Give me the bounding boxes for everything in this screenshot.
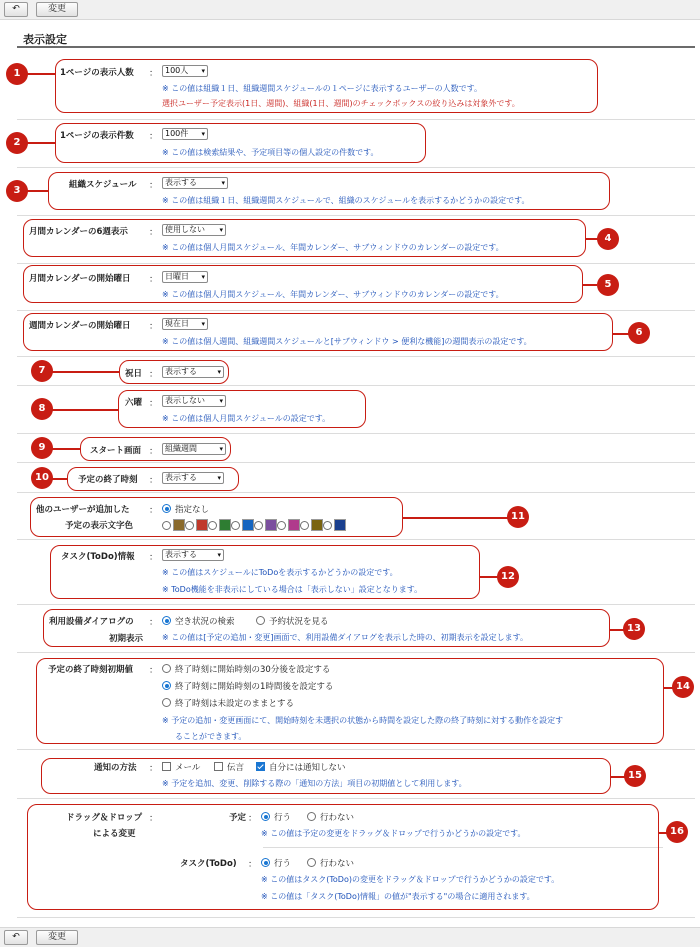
- callout-badge-16: 16: [666, 821, 688, 843]
- monthly-start-day-label: 月間カレンダーの開始曜日: [29, 274, 131, 284]
- colon: ：: [149, 370, 159, 380]
- row-divider: [17, 462, 695, 463]
- facility-vacancy-label: 空き状況の検索: [175, 617, 235, 627]
- end-30min-label: 終了時刻に開始時刻の30分後を設定する: [175, 665, 331, 675]
- end-time-default-label: 予定の終了時刻初期値: [48, 665, 134, 675]
- row-divider: [17, 263, 695, 264]
- chevron-down-icon: ▾: [217, 368, 221, 376]
- todo-label: タスク(ToDo)情報: [61, 552, 135, 562]
- colon: ：: [149, 553, 159, 563]
- chevron-down-icon: ▾: [201, 320, 205, 328]
- callout-badge-3: 3: [6, 180, 28, 202]
- callout-badge-9: 9: [31, 437, 53, 459]
- end-time-default-note: ※ 予定の追加・変更画面にて、開始時刻を未選択の状態から時間を設定した際の終了時刻に対する動作を設定す: [162, 716, 564, 725]
- dnd-todo-no-label: 行わない: [320, 859, 355, 869]
- colon: ：: [149, 666, 159, 676]
- callout-frame-8: [118, 390, 366, 428]
- monthly-six-weeks-note: ※ この値は個人月間スケジュール、年間カレンダー、サブウィンドウのカレンダーの設定です。: [162, 243, 504, 252]
- select-value: 表示する: [165, 178, 197, 187]
- notify-label: 通知の方法: [94, 763, 137, 773]
- facility-dialog-label: 利用設備ダイアログの: [49, 617, 134, 627]
- callout-connector: [403, 517, 508, 519]
- weekly-start-day-label: 週間カレンダーの開始曜日: [29, 321, 131, 331]
- notify-note: ※ 予定を追加、変更、削除する際の「通知の方法」項目の初期値として利用します。: [162, 779, 467, 788]
- rokuyo-note: ※ この値は個人月間スケジュールの設定です。: [162, 414, 331, 423]
- end-time-default-note-2: ることができます。: [175, 732, 247, 741]
- monthly-start-day-note: ※ この値は個人月間スケジュール、年間カレンダー、サブウィンドウのカレンダーの設定です。: [162, 290, 504, 299]
- colon: ：: [149, 228, 159, 238]
- callout-badge-6: 6: [628, 322, 650, 344]
- chevron-down-icon: ▾: [217, 474, 221, 482]
- row-divider: [17, 167, 695, 168]
- row-divider: [17, 749, 695, 750]
- colon: ：: [149, 69, 159, 79]
- callout-connector: [583, 284, 597, 286]
- top-toolbar: [0, 0, 700, 20]
- rokuyo-label: 六曜: [125, 398, 143, 408]
- callout-connector: [52, 409, 118, 411]
- callout-connector: [613, 333, 629, 335]
- callout-connector: [52, 448, 80, 450]
- change-button-bottom[interactable]: 変更: [36, 930, 78, 945]
- select-value: 表示しない: [165, 396, 205, 405]
- callout-badge-12: 12: [497, 566, 519, 588]
- bottom-toolbar: [0, 927, 700, 947]
- callout-badge-15: 15: [624, 765, 646, 787]
- back-arrow-icon: ↶: [12, 4, 20, 14]
- colon: ：: [248, 814, 258, 824]
- callout-badge-5: 5: [597, 274, 619, 296]
- chevron-down-icon: ▾: [201, 67, 205, 75]
- display-items-note: ※ この値は検索結果や、予定項目等の個人設定の件数です。: [162, 148, 379, 157]
- callout-frame-15: [41, 758, 611, 794]
- colon: ：: [149, 447, 159, 457]
- weekly-start-day-note: ※ この値は個人週間、組織週間スケジュールと[サブウィンドウ > 便利な機能]の週間表示の設定です。: [162, 337, 532, 346]
- callout-badge-11: 11: [507, 506, 529, 528]
- org-schedule-label: 組織スケジュール: [69, 180, 137, 190]
- callout-frame-14: [36, 658, 664, 744]
- todo-note-2: ※ ToDo機能を非表示にしている場合は「表示しない」設定となります。: [162, 585, 423, 594]
- row-divider: [17, 215, 695, 216]
- change-button[interactable]: 変更: [36, 2, 78, 17]
- callout-connector: [26, 142, 55, 144]
- end-unset-label: 終了時刻は未設定のままとする: [175, 699, 295, 709]
- added-color-label: 他のユーザーが追加した: [36, 505, 130, 515]
- dnd-label-2: による変更: [93, 829, 136, 839]
- callout-badge-13: 13: [623, 618, 645, 640]
- row-divider: [17, 798, 695, 799]
- callout-badge-14: 14: [672, 676, 694, 698]
- notify-mail-label: メール: [175, 763, 201, 773]
- callout-frame-4: [23, 219, 586, 257]
- display-users-note-red: 選択ユーザー予定表示(1日、週間)、組織(1日、週間)のチェックボックスの絞り込みは対象外です。: [162, 99, 520, 108]
- title-divider: [17, 46, 695, 48]
- callout-frame-11: [30, 497, 403, 537]
- colon: ：: [149, 399, 159, 409]
- dnd-todo-yes-label: 行う: [274, 859, 292, 869]
- callout-frame-1: [55, 59, 598, 113]
- row-divider: [17, 492, 695, 493]
- callout-frame-6: [23, 313, 613, 351]
- display-users-label: 1ページの表示人数: [60, 68, 134, 78]
- monthly-six-weeks-label: 月間カレンダーの6週表示: [29, 227, 128, 237]
- page-title: 表示設定: [23, 33, 67, 46]
- notify-dengon-label: 伝言: [227, 763, 245, 773]
- callout-frame-9: [80, 437, 231, 461]
- facility-dialog-note: ※ この値は[予定の追加・変更]画面で、利用設備ダイアログを表示した時の、初期表示を設定します。: [162, 633, 528, 642]
- callout-frame-12: [50, 545, 480, 599]
- select-value: 使用しない: [165, 225, 205, 234]
- callout-connector: [611, 776, 625, 778]
- start-screen-label: スタート画面: [90, 446, 142, 456]
- back-button-bottom[interactable]: [4, 930, 28, 945]
- row-divider: [17, 385, 695, 386]
- chevron-down-icon: ▾: [217, 551, 221, 559]
- back-arrow-icon: ↶: [12, 932, 20, 942]
- select-value: 表示する: [165, 367, 197, 376]
- callout-connector: [480, 576, 498, 578]
- callout-frame-10: [67, 467, 239, 491]
- callout-connector: [26, 190, 48, 192]
- select-value: 表示する: [165, 473, 197, 482]
- dnd-label: ドラッグ＆ドロップ: [66, 813, 143, 823]
- row-divider: [17, 310, 695, 311]
- org-schedule-note: ※ この値は組織１日、組織週間スケジュールで、組織のスケジュールを表示するかどうかの設定です。: [162, 196, 530, 205]
- end-1hour-label: 終了時刻に開始時刻の1時間後を設定する: [175, 682, 334, 692]
- row-divider: [17, 539, 695, 540]
- callout-badge-1: 1: [6, 63, 28, 85]
- back-button[interactable]: [4, 2, 28, 17]
- chevron-down-icon: ▾: [201, 130, 205, 138]
- colon: ：: [149, 132, 159, 142]
- callout-connector: [26, 73, 55, 75]
- colon: ：: [248, 860, 258, 870]
- colon: ：: [149, 181, 159, 191]
- select-value: 表示する: [165, 550, 197, 559]
- chevron-down-icon: ▾: [219, 397, 223, 405]
- todo-note: ※ この値はスケジュールにToDoを表示するかどうかの設定です。: [162, 568, 398, 577]
- colon: ：: [149, 814, 159, 824]
- color-none-label: 指定なし: [175, 505, 210, 515]
- colon: ：: [149, 322, 159, 332]
- colon: ：: [149, 764, 159, 774]
- callout-badge-2: 2: [6, 132, 28, 154]
- colon: ：: [149, 506, 159, 516]
- callout-frame-5: [23, 265, 583, 303]
- end-time-label: 予定の終了時刻: [78, 475, 138, 485]
- chevron-down-icon: ▾: [219, 226, 223, 234]
- callout-frame-16: [27, 804, 659, 910]
- dnd-schedule-no-label: 行わない: [320, 813, 355, 823]
- dnd-schedule-note: ※ この値は予定の変更をドラッグ＆ドロップで行うかどうかの設定です。: [261, 829, 526, 838]
- select-value: 現在日: [165, 319, 189, 328]
- select-value: 100件: [165, 129, 189, 138]
- row-divider: [17, 356, 695, 357]
- row-divider: [17, 433, 695, 434]
- chevron-down-icon: ▾: [219, 445, 223, 453]
- row-divider: [17, 652, 695, 653]
- callout-badge-7: 7: [31, 360, 53, 382]
- callout-badge-4: 4: [597, 228, 619, 250]
- callout-badge-8: 8: [31, 398, 53, 420]
- display-items-label: 1ページの表示件数: [60, 131, 134, 141]
- select-value: 組織週間: [165, 444, 197, 453]
- select-value: 日曜日: [165, 272, 189, 281]
- select-value: 100人: [165, 66, 189, 75]
- row-divider: [17, 917, 695, 918]
- callout-frame-13: [43, 609, 610, 647]
- facility-reservation-label: 予約状況を見る: [269, 617, 329, 627]
- row-divider: [17, 604, 695, 605]
- callout-badge-10: 10: [31, 467, 53, 489]
- callout-connector: [52, 371, 119, 373]
- callout-connector: [52, 478, 67, 480]
- colon: ：: [149, 275, 159, 285]
- display-users-note: ※ この値は組織１日、組織週間スケジュールの１ページに表示するユーザーの人数です。: [162, 84, 482, 93]
- chevron-down-icon: ▾: [201, 273, 205, 281]
- facility-dialog-label-2: 初期表示: [109, 634, 144, 644]
- colon: ：: [149, 476, 159, 486]
- colon: ：: [149, 618, 159, 628]
- dnd-todo-label: タスク(ToDo): [180, 859, 237, 869]
- dnd-todo-note-2: ※ この値は「タスク(ToDo)情報」の値が"表示する"の場合に適用されます。: [261, 892, 535, 901]
- chevron-down-icon: ▾: [221, 179, 225, 187]
- callout-connector: [610, 629, 624, 631]
- callout-frame-2: [55, 123, 426, 163]
- callout-frame-3: [48, 172, 610, 210]
- holiday-label: 祝日: [125, 369, 143, 379]
- callout-frame-7: [119, 360, 229, 384]
- dnd-schedule-yes-label: 行う: [274, 813, 292, 823]
- row-divider: [17, 119, 695, 120]
- added-color-label-2: 予定の表示文字色: [65, 521, 134, 531]
- notify-self-label: 自分には通知しない: [269, 763, 346, 773]
- dnd-todo-note: ※ この値はタスク(ToDo)の変更をドラッグ＆ドロップで行うかどうかの設定です。: [261, 875, 560, 884]
- dnd-schedule-label: 予定: [229, 813, 247, 823]
